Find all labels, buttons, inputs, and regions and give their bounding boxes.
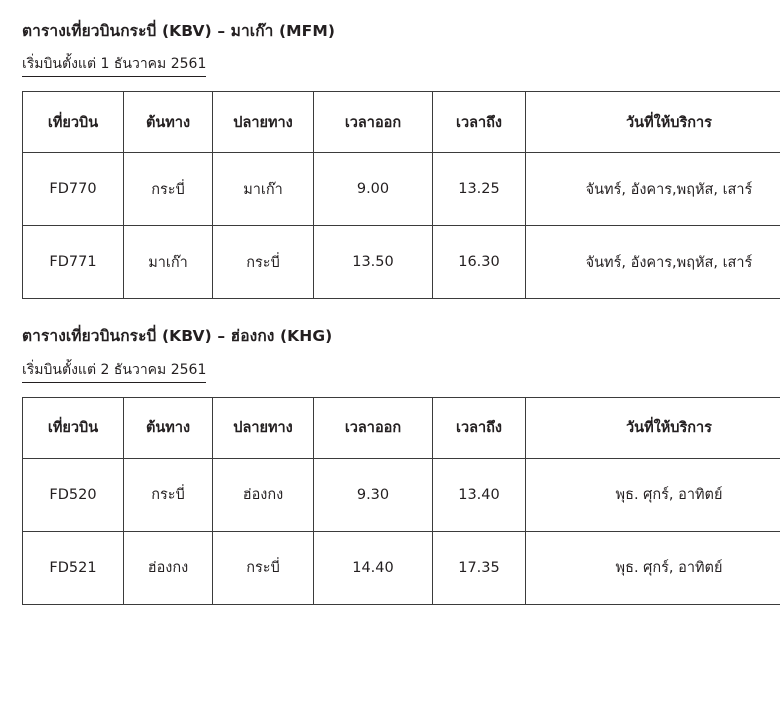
section-subtitle-macau: เริ่มบินตั้งแต่ 1 ธันวาคม 2561 [22, 54, 206, 77]
column-header-arrival-time: เวลาถึง [433, 92, 526, 153]
cell-arrival-time: 13.40 [433, 458, 526, 531]
cell-destination: กระบี่ [213, 531, 314, 604]
column-header-destination: ปลายทาง [213, 92, 314, 153]
cell-origin: ฮ่องกง [124, 531, 213, 604]
cell-flight: FD770 [23, 153, 124, 226]
cell-departure-time: 9.30 [314, 458, 433, 531]
column-header-service-days: วันที่ให้บริการ [526, 397, 780, 458]
cell-service-days: จันทร์, อังคาร,พฤหัส, เสาร์ [526, 153, 780, 226]
flight-table-hongkong [22, 397, 780, 605]
cell-flight: FD771 [23, 226, 124, 299]
table-header-macau [23, 92, 780, 153]
table-row [23, 458, 780, 531]
column-header-origin: ต้นทาง [124, 397, 213, 458]
table-row [23, 531, 780, 604]
table-row [23, 153, 780, 226]
section-title-hongkong: ตารางเที่ยวบินกระบี่ (KBV) – ฮ่องกง (KHG) [22, 327, 333, 346]
cell-flight: FD520 [23, 458, 124, 531]
table-header-row [23, 92, 780, 153]
cell-destination: ฮ่องกง [213, 458, 314, 531]
cell-arrival-time: 17.35 [433, 531, 526, 604]
cell-arrival-time: 13.25 [433, 153, 526, 226]
column-header-destination: ปลายทาง [213, 397, 314, 458]
cell-service-days: พุธ. ศุกร์, อาทิตย์ [526, 458, 780, 531]
cell-flight: FD521 [23, 531, 124, 604]
table-body-hongkong [23, 458, 780, 604]
cell-destination: กระบี่ [213, 226, 314, 299]
column-header-origin: ต้นทาง [124, 92, 213, 153]
column-header-flight: เที่ยวบิน [23, 397, 124, 458]
cell-origin: กระบี่ [124, 153, 213, 226]
section-title-macau: ตารางเที่ยวบินกระบี่ (KBV) – มาเก๊า (MFM) [22, 22, 336, 40]
cell-departure-time: 13.50 [314, 226, 433, 299]
column-header-service-days: วันที่ให้บริการ [526, 92, 780, 153]
cell-departure-time: 9.00 [314, 153, 433, 226]
column-header-flight: เที่ยวบิน [23, 92, 124, 153]
column-header-departure-time: เวลาออก [314, 92, 433, 153]
flight-schedule-section-macau [18, 20, 762, 299]
table-row [23, 226, 780, 299]
table-body-macau [23, 153, 780, 299]
flight-schedule-section-hongkong [18, 325, 762, 604]
cell-service-days: พุธ. ศุกร์, อาทิตย์ [526, 531, 780, 604]
cell-origin: กระบี่ [124, 458, 213, 531]
cell-origin: มาเก๊า [124, 226, 213, 299]
section-subtitle-hongkong: เริ่มบินตั้งแต่ 2 ธันวาคม 2561 [22, 360, 206, 383]
column-header-departure-time: เวลาออก [314, 397, 433, 458]
column-header-arrival-time: เวลาถึง [433, 397, 526, 458]
cell-departure-time: 14.40 [314, 531, 433, 604]
cell-destination: มาเก๊า [213, 153, 314, 226]
table-header-hongkong [23, 397, 780, 458]
cell-arrival-time: 16.30 [433, 226, 526, 299]
flight-table-macau [22, 91, 780, 299]
cell-service-days: จันทร์, อังคาร,พฤหัส, เสาร์ [526, 226, 780, 299]
table-header-row [23, 397, 780, 458]
